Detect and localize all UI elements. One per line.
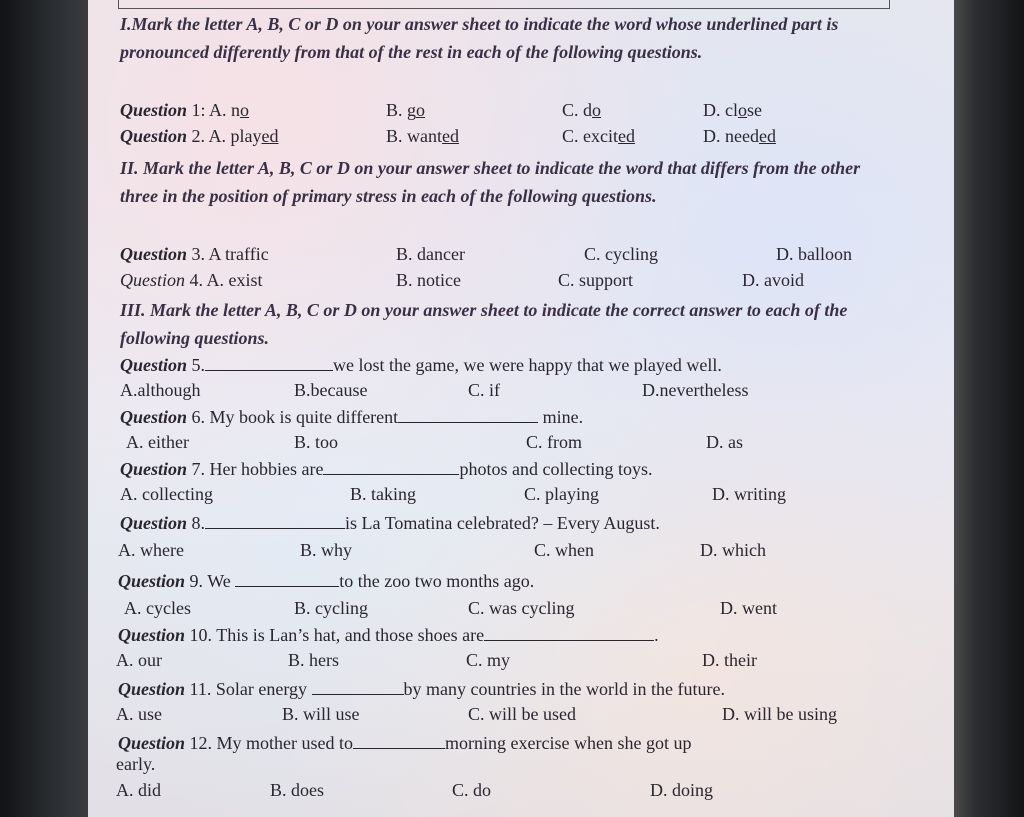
option-c[interactable]: C. support	[558, 270, 634, 290]
question-5-row	[88, 354, 954, 380]
worksheet-page	[88, 0, 954, 817]
option-b[interactable]: B. notice	[396, 270, 461, 290]
question-number: 8.	[191, 513, 206, 533]
question-9-options	[88, 598, 954, 624]
question-number: 1: A. n	[191, 100, 241, 120]
question-9-row	[88, 570, 954, 596]
question-label: Question	[120, 459, 188, 479]
underlined-part: ed	[261, 126, 279, 146]
question-number: 9. We	[189, 571, 231, 591]
screen-bezel-right	[954, 0, 1024, 817]
option-c[interactable]: C. do	[452, 780, 492, 800]
option-text: C. excit	[562, 126, 618, 146]
question-8-stem	[120, 512, 660, 534]
option-c[interactable]: C. from	[526, 432, 582, 452]
option-b[interactable]: B. will use	[282, 704, 360, 724]
underlined-part: o	[416, 100, 426, 120]
option-a[interactable]: A. use	[116, 704, 162, 724]
option-c[interactable]: C. my	[466, 650, 511, 670]
question-3-stem	[120, 244, 269, 265]
answer-blank[interactable]	[205, 354, 333, 371]
answer-blank[interactable]	[235, 570, 339, 587]
option-text: D. need	[703, 126, 759, 146]
question-text: mine.	[542, 407, 584, 427]
question-label: Question	[118, 733, 186, 753]
option-d[interactable]: D. their	[702, 650, 757, 670]
option-text: B. g	[386, 100, 417, 120]
underlined-part: ed	[442, 126, 459, 146]
option-text: C. d	[562, 100, 593, 120]
question-2-row	[88, 126, 954, 152]
question-text: by many countries in the world in the future.	[403, 679, 725, 699]
option-a[interactable]: A. cycles	[124, 598, 191, 618]
question-4-row	[88, 270, 954, 296]
option-a[interactable]: A. where	[118, 540, 184, 560]
question-label: Question	[118, 571, 186, 591]
underlined-part: o	[240, 100, 250, 120]
option-d[interactable]: D. writing	[712, 484, 786, 504]
question-label: Question	[118, 625, 186, 645]
question-label: Question	[120, 407, 188, 427]
option-a[interactable]: A. collecting	[120, 484, 213, 504]
question-6-options	[88, 432, 954, 458]
question-text: morning exercise when she got up	[445, 733, 692, 753]
underlined-part: o	[738, 100, 747, 120]
question-label: Question	[120, 355, 188, 375]
question-11-row	[88, 678, 954, 704]
option-a[interactable]: 4. A. exist	[189, 270, 263, 290]
question-11-stem	[118, 678, 725, 700]
question-1-stem	[120, 100, 249, 121]
question-text: is La Tomatina celebrated? – Every August.	[345, 513, 660, 533]
question-7-stem	[120, 458, 652, 480]
question-number: 11. Solar energy	[189, 679, 308, 699]
top-border	[118, 0, 890, 9]
option-b[interactable]: B. taking	[350, 484, 416, 504]
option-d[interactable]: D. doing	[650, 780, 713, 800]
question-label: Question	[118, 679, 186, 699]
answer-blank[interactable]	[484, 624, 654, 641]
section-2-instruction: II. Mark the letter A, B, C or D on your answer sheet to indicate the word that differs from the other three in the position of primary stress in each of the following questions.	[120, 158, 861, 206]
option-c[interactable]: C. when	[534, 540, 594, 560]
option-c[interactable]	[562, 100, 601, 121]
option-d[interactable]	[703, 100, 762, 121]
option-d[interactable]: D. avoid	[742, 270, 804, 290]
question-6-stem	[120, 406, 583, 428]
option-text: D. cl	[703, 100, 738, 120]
question-text: we lost the game, we were happy that we played well.	[333, 355, 722, 375]
option-d[interactable]: D. will be using	[722, 704, 837, 724]
option-a[interactable]: A. did	[116, 780, 161, 800]
option-c[interactable]: C. will be used	[468, 704, 576, 724]
screen-bezel-left	[0, 0, 88, 817]
question-label: Question	[120, 100, 188, 120]
question-11-options	[88, 704, 954, 730]
question-text: photos and collecting toys.	[459, 459, 653, 479]
question-12-continuation	[88, 754, 954, 780]
section-3-instruction: III. Mark the letter A, B, C or D on your answer sheet to indicate the correct answer to each of the following questions.	[120, 300, 848, 348]
question-10-stem	[118, 624, 659, 646]
option-text-end: se	[747, 100, 762, 120]
underlined-part: ed	[618, 126, 635, 146]
option-c[interactable]	[562, 126, 635, 147]
option-d[interactable]: D. went	[720, 598, 777, 618]
option-b[interactable]: B. hers	[288, 650, 339, 670]
option-c[interactable]: C. was cycling	[468, 598, 575, 618]
option-b[interactable]: B.because	[294, 380, 368, 400]
option-a[interactable]: A. either	[126, 432, 189, 452]
option-a[interactable]: A.although	[120, 380, 201, 400]
option-d[interactable]: D. which	[700, 540, 766, 560]
option-b[interactable]: B. cycling	[294, 598, 368, 618]
option-d[interactable]	[703, 126, 776, 147]
question-6-row	[88, 406, 954, 432]
question-3-row	[88, 244, 954, 270]
question-4-stem	[120, 270, 263, 291]
option-b[interactable]: B. too	[294, 432, 339, 452]
question-label: Question	[120, 270, 185, 290]
answer-blank[interactable]	[205, 512, 345, 529]
question-number: 5.	[191, 355, 206, 375]
question-2-stem	[120, 126, 279, 147]
answer-blank[interactable]	[312, 678, 404, 695]
option-b[interactable]	[386, 100, 425, 121]
question-number: 2. A. play	[191, 126, 262, 146]
question-number: 6. My book is quite different	[191, 407, 399, 427]
question-label: Question	[120, 244, 188, 264]
question-10-row	[88, 624, 954, 650]
question-label: Question	[120, 513, 188, 533]
option-text: B. want	[386, 126, 442, 146]
option-c[interactable]: C. playing	[524, 484, 599, 504]
question-number: 12. My mother used to	[189, 733, 354, 753]
question-text-continued: early.	[116, 754, 156, 774]
underlined-part: o	[592, 100, 602, 120]
question-8-options	[88, 540, 954, 566]
question-7-options	[88, 484, 954, 510]
question-5-options	[88, 380, 954, 406]
option-c[interactable]: C. if	[468, 380, 501, 400]
option-a[interactable]: 3. A traffic	[191, 244, 269, 264]
option-b[interactable]: B. does	[270, 780, 324, 800]
question-label: Question	[120, 126, 188, 146]
question-number: 10. This is Lan’s hat, and those shoes are	[189, 625, 485, 645]
option-b[interactable]: B. why	[300, 540, 353, 560]
question-8-row	[88, 512, 954, 538]
question-5-stem	[120, 354, 722, 376]
question-9-stem	[118, 570, 534, 592]
question-7-row	[88, 458, 954, 484]
question-text: to the zoo two months ago.	[339, 571, 535, 591]
question-12-options	[88, 780, 954, 806]
option-d[interactable]: D. as	[706, 432, 743, 452]
question-number: 7. Her hobbies are	[191, 459, 324, 479]
option-a[interactable]: A. our	[116, 650, 162, 670]
question-10-options	[88, 650, 954, 676]
option-d[interactable]: D.nevertheless	[642, 380, 749, 400]
question-text: .	[654, 625, 659, 645]
underlined-part: ed	[758, 126, 776, 146]
answer-blank[interactable]	[353, 732, 445, 749]
option-b[interactable]: B. dancer	[396, 244, 465, 264]
answer-blank[interactable]	[323, 458, 459, 475]
answer-blank[interactable]	[398, 406, 538, 423]
section-1-instruction: I.Mark the letter A, B, C or D on your answer sheet to indicate the word whose underlined part is pronounced differently from that of the rest in each of the following questions.	[120, 14, 839, 62]
question-12-stem	[118, 732, 691, 754]
option-b[interactable]	[386, 126, 459, 147]
question-1-row	[88, 100, 954, 126]
option-d[interactable]: D. balloon	[776, 244, 852, 264]
option-c[interactable]: C. cycling	[584, 244, 658, 264]
